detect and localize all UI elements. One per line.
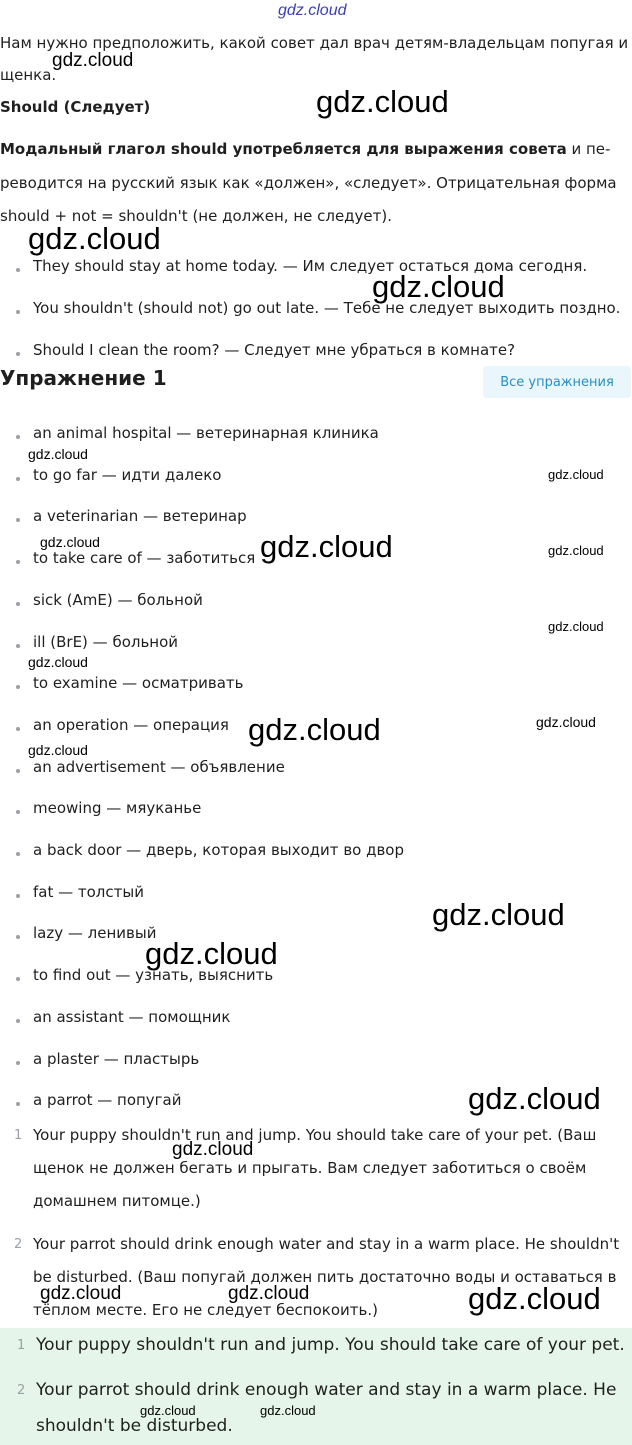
- answer-box: [0, 1328, 632, 1445]
- watermark: gdz.cloud: [28, 446, 88, 462]
- vocabulary-item: to find out — узнать, выяснить: [33, 966, 274, 984]
- answer-line: домашнем питомце.): [33, 1192, 201, 1210]
- bullet-dot: [16, 1061, 20, 1065]
- vocabulary-item: meowing — мяуканье: [33, 799, 202, 817]
- vocabulary-item: an animal hospital — ветеринарная клиника: [33, 424, 379, 442]
- vocabulary-item: a plaster — пластырь: [33, 1050, 200, 1068]
- intro-line: Нам нужно предположить, какой совет дал врач детям-владельцам попугая и: [0, 34, 629, 52]
- rule-rest: и пе-: [566, 140, 611, 158]
- intro-line: щенка.: [0, 66, 57, 84]
- bullet-dot: [16, 769, 20, 773]
- watermark: gdz.cloud: [52, 50, 134, 71]
- answer-number: 2: [17, 1383, 26, 1398]
- vocabulary-item: an assistant — помощник: [33, 1008, 231, 1026]
- watermark: gdz.cloud: [228, 1283, 310, 1304]
- vocabulary-item: to take care of — заботиться: [33, 549, 256, 567]
- bullet-dot: [16, 602, 20, 606]
- watermark: gdz.cloud: [28, 654, 88, 670]
- watermark: gdz.cloud: [40, 534, 100, 550]
- watermark: gdz.cloud: [40, 1283, 122, 1304]
- rule-bold: Модальный глагол should употребляется для выражения совета: [0, 140, 567, 158]
- bullet-dot: [16, 518, 20, 522]
- watermark: gdz.cloud: [28, 221, 161, 256]
- answer-line: be disturbed. (Ваш попугай должен пить достаточно воды и оставаться в: [33, 1268, 617, 1286]
- answer-line: shouldn't be disturbed.: [36, 1416, 233, 1436]
- watermark: gdz.cloud: [260, 1403, 316, 1418]
- bullet-dot: [16, 685, 20, 689]
- bullet-dot: [16, 310, 20, 314]
- watermark: gdz.cloud: [432, 897, 565, 932]
- vocabulary-item: ill (BrE) — больной: [33, 633, 179, 651]
- bullet-dot: [16, 935, 20, 939]
- vocabulary-item: a back door — дверь, которая выходит во двор: [33, 841, 405, 859]
- example-item: Should I clean the room? — Следует мне убраться в комнате?: [33, 341, 516, 359]
- bullet-dot: [16, 977, 20, 981]
- answer-line: Your parrot should drink enough water and stay in a warm place. He shouldn't: [33, 1235, 620, 1253]
- watermark: gdz.cloud: [28, 742, 88, 758]
- watermark: gdz.cloud: [316, 84, 449, 119]
- bullet-dot: [16, 852, 20, 856]
- watermark: gdz.cloud: [468, 1081, 601, 1116]
- vocabulary-item: an operation — операция: [33, 716, 229, 734]
- vocabulary-item: an advertisement — объявление: [33, 758, 285, 776]
- answer-line: щенок не должен бегать и прыгать. Вам следует заботиться о своём: [33, 1159, 587, 1177]
- watermark: gdz.cloud: [548, 619, 604, 634]
- answer-line: тёплом месте. Его не следует беспокоить.): [33, 1301, 378, 1319]
- answer-line: Your puppy shouldn't run and jump. You should take care of your pet. (Ваш: [33, 1126, 597, 1144]
- answer-number: 2: [14, 1237, 23, 1252]
- vocabulary-item: to go far — идти далеко: [33, 466, 222, 484]
- watermark: gdz.cloud: [172, 1139, 254, 1160]
- example-item: They should stay at home today. — Им следует остаться дома сегодня.: [33, 257, 588, 275]
- rule-text: should + not = shouldn't (не должен, не следует).: [0, 207, 393, 225]
- rule-text: реводится на русский язык как «должен», «следует». Отрицательная форма: [0, 174, 617, 192]
- watermark: gdz.cloud: [140, 1403, 196, 1418]
- watermark: gdz.cloud: [248, 712, 381, 747]
- watermark: gdz.cloud: [536, 714, 596, 730]
- bullet-dot: [16, 268, 20, 272]
- bullet-dot: [16, 644, 20, 648]
- watermark-logo: gdz.cloud: [278, 2, 347, 19]
- section-subtitle: Should (Следует): [0, 98, 151, 116]
- answer-number: 1: [17, 1338, 26, 1353]
- bullet-dot: [16, 477, 20, 481]
- vocabulary-item: sick (AmE) — больной: [33, 591, 203, 609]
- bullet-dot: [16, 560, 20, 564]
- bullet-dot: [16, 352, 20, 356]
- bullet-dot: [16, 1102, 20, 1106]
- watermark: gdz.cloud: [372, 269, 505, 304]
- answer-line: Your puppy shouldn't run and jump. You should take care of your pet.: [36, 1335, 625, 1355]
- rule-text: [0, 132, 610, 166]
- watermark: gdz.cloud: [548, 467, 604, 482]
- vocabulary-item: lazy — ленивый: [33, 924, 157, 942]
- bullet-dot: [16, 1019, 20, 1023]
- exercise-title: Упражнение 1: [0, 366, 167, 390]
- bullet-dot: [16, 894, 20, 898]
- watermark: gdz.cloud: [548, 543, 604, 558]
- answer-line: Your parrot should drink enough water and stay in a warm place. He: [36, 1380, 617, 1400]
- watermark: gdz.cloud: [260, 529, 393, 564]
- vocabulary-item: fat — толстый: [33, 883, 144, 901]
- bullet-dot: [16, 435, 20, 439]
- bullet-dot: [16, 810, 20, 814]
- example-item: You shouldn't (should not) go out late. — Тебе не следует выходить поздно.: [33, 299, 621, 317]
- watermark: gdz.cloud: [145, 936, 278, 971]
- vocabulary-item: a parrot — попугай: [33, 1091, 182, 1109]
- watermark: gdz.cloud: [468, 1281, 601, 1316]
- bullet-dot: [16, 727, 20, 731]
- vocabulary-item: to examine — осматривать: [33, 674, 244, 692]
- all-exercises-button[interactable]: Все упражнения: [483, 366, 631, 398]
- answer-number: 1: [14, 1128, 23, 1143]
- vocabulary-item: a veterinarian — ветеринар: [33, 507, 247, 525]
